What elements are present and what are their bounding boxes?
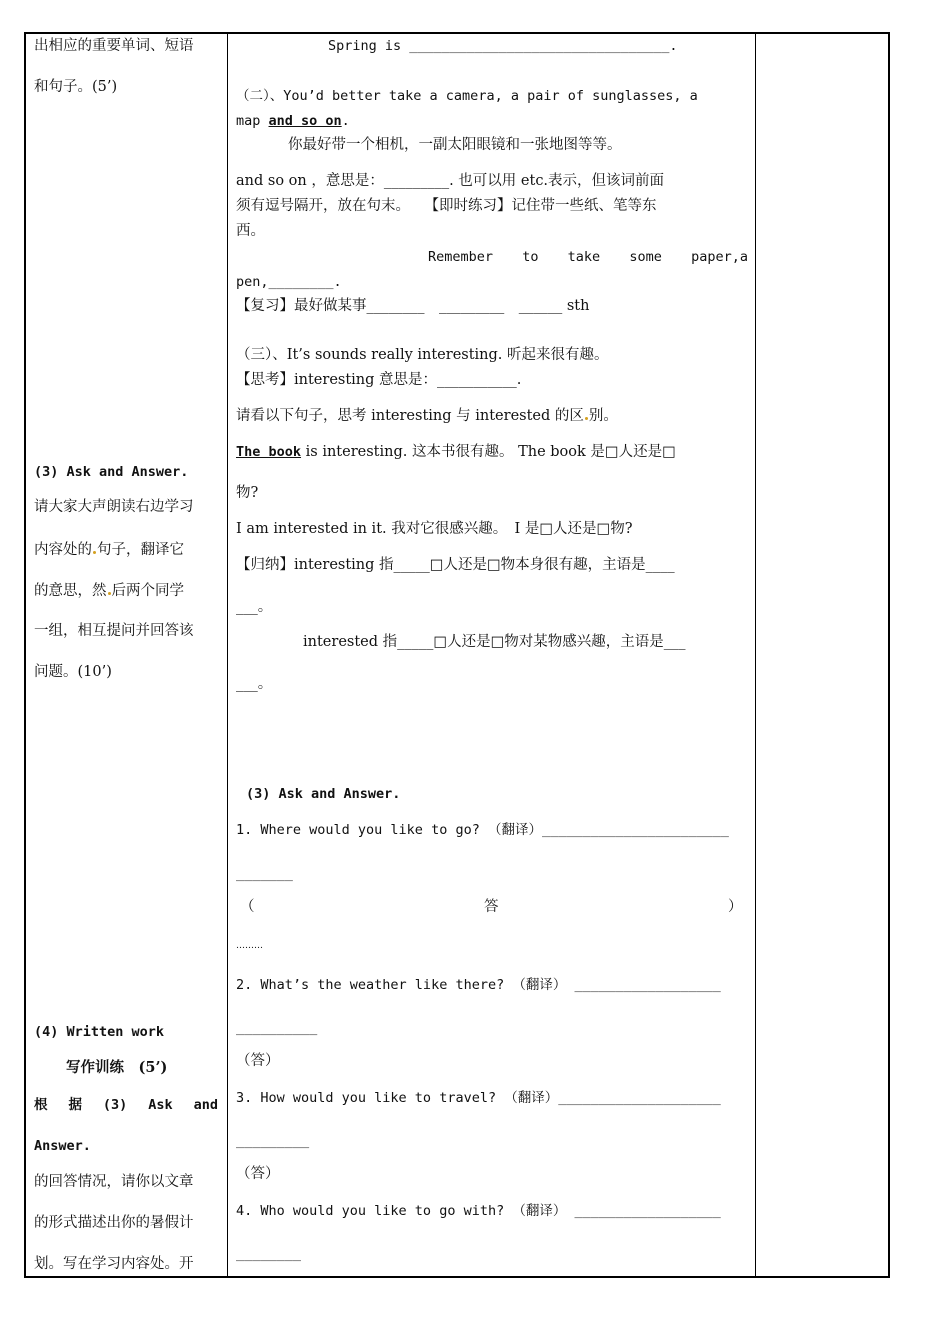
spring-line: Spring is ________________________________. [328,38,678,54]
answer-1-label: 答 [484,899,499,915]
question-2-blank: __________ [236,1020,318,1036]
column-divider-right [755,32,756,1278]
answer-1-dots: ……… [236,941,263,951]
summary-interesting: 【归纳】interesting 指_____□人还是□物本身很有趣，主语是____ [236,557,675,573]
written-work-desc-3: 的回答情况，请你以文章 [34,1174,194,1190]
written-work-heading: (4) Written work [34,1024,165,1040]
summary-interesting-cont: ___。 [236,599,273,615]
answer-1-open: （ [240,899,255,915]
written-work-desc-1: 根 据 (3) Ask and [34,1097,218,1113]
left-line-1: 出相应的重要单词、短语 [34,38,194,54]
review-line: 【复习】最好做某事________ _________ ______ sth [236,298,590,314]
ask-answer-desc-5: 问题。(10’) [34,664,112,680]
book-example-cont: 物? [236,485,259,501]
question-3-blank: _________ [236,1133,310,1149]
written-work-subtitle: 写作训练 (5’) [66,1059,168,1076]
written-work-desc-5: 划。写在学习内容处。开 [34,1256,194,1272]
section-3-sentence: （三）、It’s sounds really interesting. 听起来很有趣。 [236,347,609,363]
question-1: 1. Where would you like to go? （翻译）_______________________ [236,822,729,838]
question-4-blank: ________ [236,1246,302,1262]
ask-answer-desc-4: 一组，相互提问并回答该 [34,623,194,639]
ask-answer-desc-2: 内容处的 句子，翻译它 [34,542,184,558]
column-divider-left [227,32,228,1278]
left-line-2: 和句子。(5’) [34,79,118,95]
answer-3-label: （答） [236,1166,280,1182]
section-2-explain-3: 西。 [236,223,265,239]
section-2-explain-2: 须有逗号隔开，放在句末。 【即时练习】记住带一些纸、笔等东 [236,198,657,214]
answer-2-label: （答） [236,1053,280,1069]
question-4: 4. Who would you like to go with? （翻译） __________________ [236,1203,721,1219]
written-work-desc-2: Answer. [34,1138,91,1154]
section-2-explain-1: and so on ，意思是：_________. 也可以用 etc.表示，但该词前面 [236,173,665,189]
answer-1-close: ） [728,899,743,915]
question-2: 2. What’s the weather like there? （翻译） __________________ [236,977,721,993]
think-line: 【思考】interesting 意思是：___________. [236,372,522,388]
ask-answer-desc-1: 请大家大声朗读右边学习 [34,499,194,515]
written-work-desc-4: 的形式描述出你的暑假计 [34,1215,194,1231]
compare-line: 请看以下句子，思考 interesting 与 interested 的区 别。 [236,408,618,424]
interested-example: I am interested in it. 我对它很感兴趣。 I 是□人还是□物? [236,521,633,537]
ask-answer-desc-3: 的意思，然 后两个同学 [34,583,184,599]
summary-interested-cont: ___。 [236,676,273,692]
section-2-translation: 你最好带一个相机，一副太阳眼镜和一张地图等等。 [288,137,622,153]
qa-heading: (3) Ask and Answer. [246,786,401,802]
question-1-blank: _______ [236,866,293,882]
book-example: The book is interesting. 这本书很有趣。 The book 是□人还是□ [236,444,676,460]
question-3: 3. How would you like to travel? （翻译）____________________ [236,1090,721,1106]
ask-answer-heading: (3) Ask and Answer. [34,464,189,480]
section-2-sentence: （二）、You’d better take a camera, a pair of sunglasses, a [236,88,698,104]
section-2-sentence-cont: map and so on. [236,113,350,129]
practice-remember-line: Remember to take some paper,a [428,249,748,265]
summary-interested: interested 指_____□人还是□物对某物感兴趣，主语是___ [303,634,686,650]
practice-pen-line: pen,________. [236,274,342,290]
